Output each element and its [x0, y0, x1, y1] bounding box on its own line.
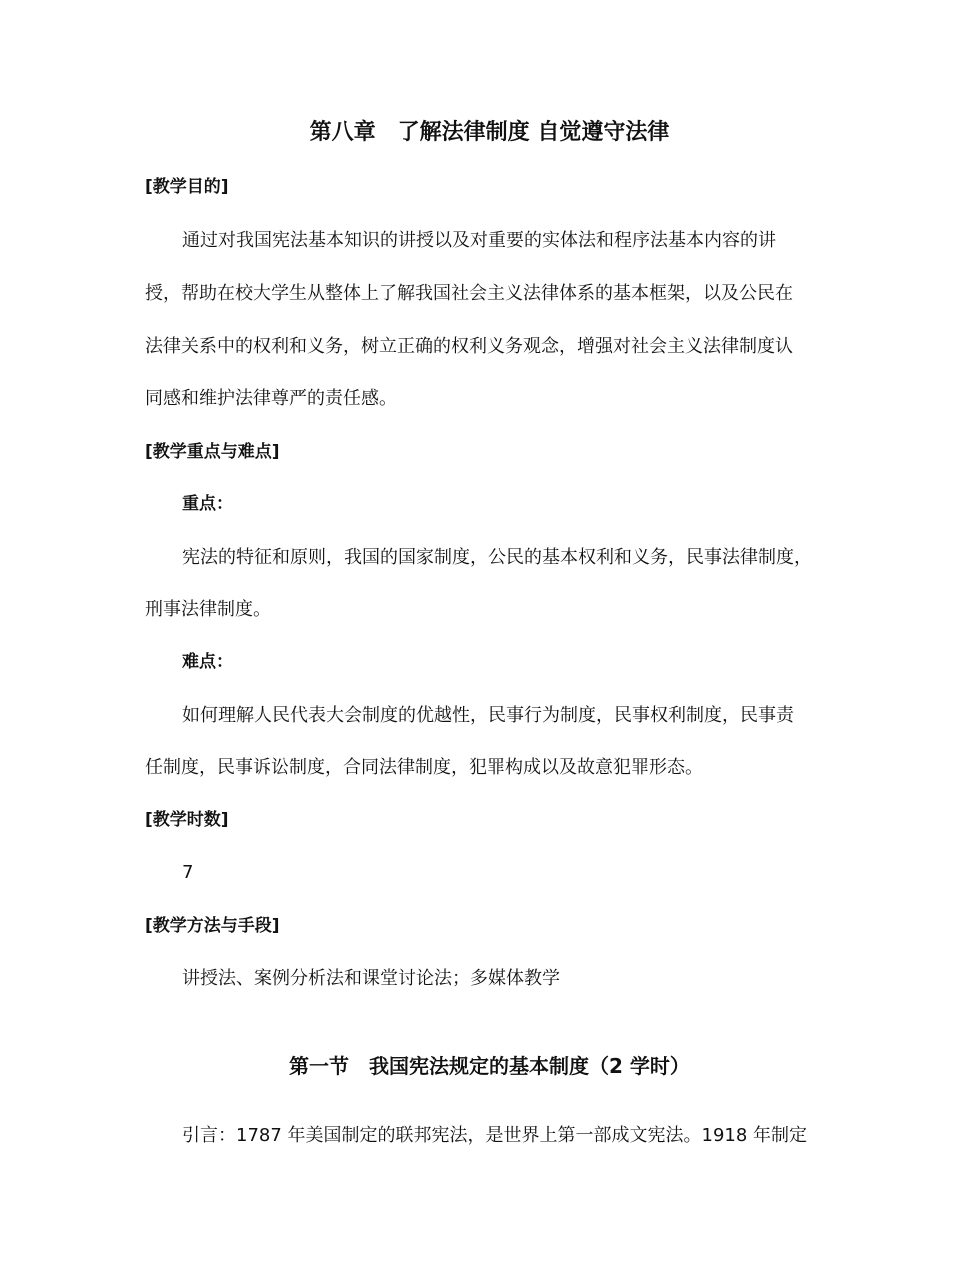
section-one-title: 第一节 我国宪法规定的基本制度（2 学时） — [289, 1054, 690, 1078]
intro-line: 引言：1787 年美国制定的联邦宪法，是世界上第一部成文宪法。1918 年制定 — [182, 1125, 808, 1146]
focus-line-2: 刑事法律制度。 — [145, 599, 271, 620]
chapter-title: 第八章 了解法律制度 自觉遵守法律 — [309, 120, 670, 145]
objective-heading: [教学目的] — [145, 177, 229, 197]
focus-line-1: 宪法的特征和原则，我国的国家制度，公民的基本权利和义务，民事法律制度， — [182, 547, 812, 568]
difficulty-line-1: 如何理解人民代表大会制度的优越性，民事行为制度，民事权利制度，民事责 — [182, 705, 794, 726]
key-points-heading: [教学重点与难点] — [145, 442, 280, 462]
objective-line-1: 通过对我国宪法基本知识的讲授以及对重要的实体法和程序法基本内容的讲 — [182, 230, 776, 251]
objective-line-2: 授，帮助在校大学生从整体上了解我国社会主义法律体系的基本框架，以及公民在 — [145, 283, 793, 304]
hours-value: 7 — [182, 862, 194, 883]
hours-heading: [教学时数] — [145, 810, 229, 830]
objective-line-3: 法律关系中的权利和义务，树立正确的权利义务观念，增强对社会主义法律制度认 — [145, 336, 793, 357]
methods-value: 讲授法、案例分析法和课堂讨论法；多媒体教学 — [182, 968, 560, 989]
methods-heading: [教学方法与手段] — [145, 916, 280, 936]
focus-label: 重点： — [182, 494, 233, 514]
difficulty-line-2: 任制度，民事诉讼制度，合同法律制度，犯罪构成以及故意犯罪形态。 — [145, 757, 703, 778]
difficulty-label: 难点： — [182, 652, 233, 672]
objective-line-4: 同感和维护法律尊严的责任感。 — [145, 388, 397, 409]
